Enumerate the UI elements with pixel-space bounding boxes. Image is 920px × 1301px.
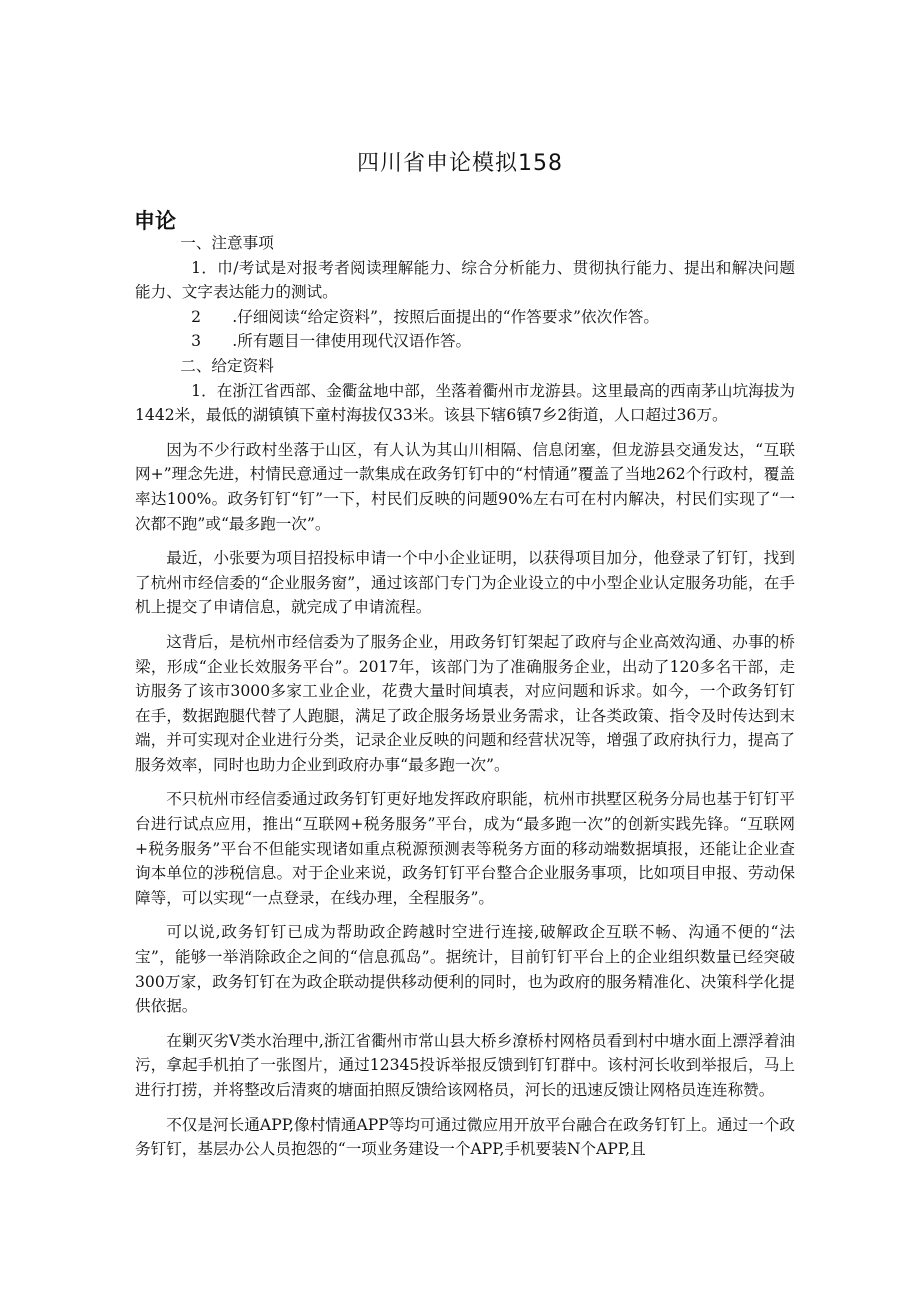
material-paragraph: 最近，小张要为项目招投标申请一个中小企业证明，以获得项目加分，他登录了钉钉，找到了杭州市经信委的“企业服务窗”，通过该部门专门为企业设立的中小型企业认定服务功能，在手机上提交了申请信息，就完成了申请流程。 xyxy=(135,549,795,617)
material-paragraph: 不仅是河长通APP,像村情通APP等均可通过微应用开放平台融合在政务钉钉上。通过一个政务钉钉，基层办公人员抱怨的“一项业务建设一个APP,手机要装N个APP,且 xyxy=(135,1115,795,1159)
material-paragraph: 1．在浙江省西部、金衢盆地中部，坐落着衢州市龙游县。这里最高的西南茅山坑海拔为1442米，最低的湖镇镇下童村海拔仅33米。该县下辖6镇7乡2街道，人口超过36万。 xyxy=(135,381,795,425)
material-paragraph: 这背后，是杭州市经信委为了服务企业，用政务钉钉架起了政府与企业高效沟通、办事的桥梁，形成“企业长效服务平台”。2017年，该部门为了准确服务企业，出动了120多名干部，走访服务了该市3000多家工业企业，花费大量时间填表，对应问题和诉求。如今，一个政务钉钉在手，数据跑腿代替了人跑腿，满足了政企服务场景业务需求，让各类政策、指令及时传达到末端，并可实现对企业进行分类，记录企业反映的问题和经营状况等，增强了政府执行力，提高了服务效率，同时也助力企业到政府办事“最多跑一次”。 xyxy=(135,632,795,774)
note-item-2: 2 .仔细阅读“给定资料”，按照后面提出的“作答要求”依次作答。 xyxy=(191,307,659,326)
note-item-1: 1．巾/考试是对报考者阅读理解能力、综合分析能力、贯彻执行能力、提出和解决问题能力、文字表达能力的测试。 xyxy=(135,258,795,302)
material-paragraph: 在剿灭劣V类水治理中,浙江省衢州市常山县大桥乡潦桥村网格员看到村中塘水面上漂浮着油污，拿起手机拍了一张图片，通过12345投诉举报反馈到钉钉群中。该村河长收到举报后，马上进行打捞，并将整改后清爽的塘面拍照反馈给该网格员，河长的迅速反馈让网格员连连称赞。 xyxy=(135,1031,795,1099)
material-paragraph: 因为不少行政村坐落于山区，有人认为其山川相隔、信息闭塞，但龙游县交通发达，“互联网+”理念先进，村情民意通过一款集成在政务钉钉中的“村情通”覆盖了当地262个行政村，覆盖率达100%。政务钉钉“钉”一下，村民们反映的问题90%左右可在村内解决，村民们实现了“一次都不跑”或“最多跑一次”。 xyxy=(135,440,795,533)
document-body xyxy=(135,231,795,1162)
note-item-3: 3 .所有题目一律使用现代汉语作答。 xyxy=(191,332,472,351)
materials-heading: 二、给定资料 xyxy=(180,356,274,375)
material-paragraph: 不只杭州市经信委通过政务钉钉更好地发挥政府职能，杭州市拱墅区税务分局也基于钉钉平台进行试点应用，推出“互联网+税务服务”平台，成为“最多跑一次”的创新实践先锋。“互联网+税务服务”平台不但能实现诸如重点税源预测表等税务方面的移动端数据填报，还能让企业查询本单位的涉税信息。对于企业来说，政务钉钉平台整合企业服务事项，比如项目申报、劳动保障等，可以实现“一点登录，在线办理，全程服务”。 xyxy=(135,790,795,907)
notes-heading: 一、注意事项 xyxy=(180,234,274,252)
material-paragraph: 可以说,政务钉钉已成为帮助政企跨越时空进行连接,破解政企互联不畅、沟通不便的“法宝”，能够一举消除政企之间的“信息孤岛”。据统计，目前钉钉平台上的企业组织数量已经突破300万家，政务钉钉在为政企联动提供移动便利的同时，也为政府的服务精准化、决策科学化提供依据。 xyxy=(135,923,795,1016)
section-heading: 申论 xyxy=(134,209,176,233)
document-title: 四川省申论模拟158 xyxy=(357,151,563,176)
